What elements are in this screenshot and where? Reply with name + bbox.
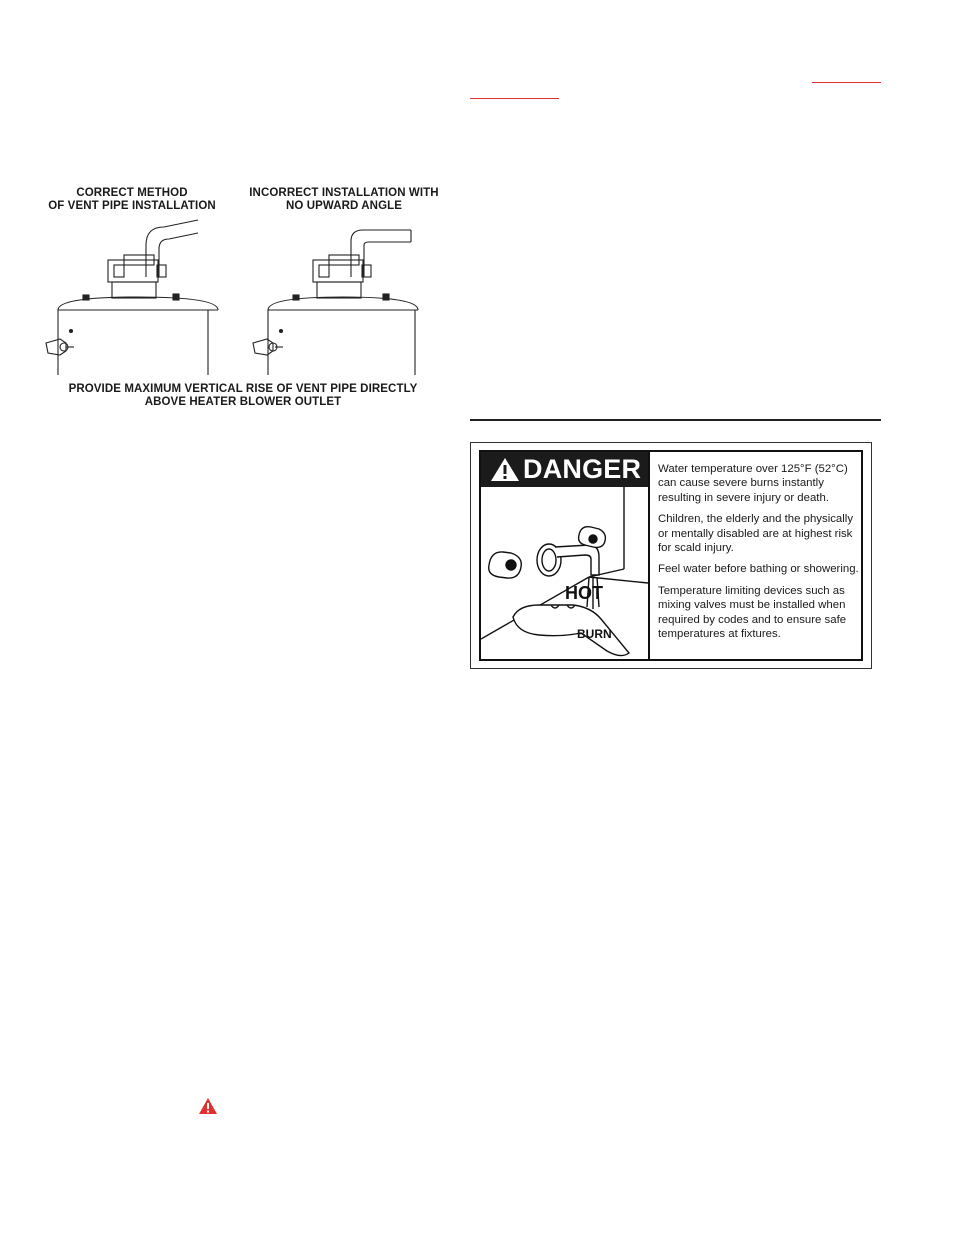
danger-message (658, 462, 860, 648)
figure-caption-incorrect (244, 187, 444, 213)
warning-triangle-icon (198, 1097, 218, 1115)
warning-triangle-icon (490, 457, 520, 482)
figure-caption-correct (40, 187, 224, 213)
danger-paragraph: Water temperature over 125°F (52°C) can cause severe burns instantly resulting in severe injury or death. (658, 463, 848, 504)
scald-hazard-pictogram (481, 487, 648, 659)
danger-paragraph: Temperature limiting devices such as mixing valves must be installed when required by codes and to ensure safe temperatures at fixtures. (658, 584, 847, 641)
section-divider (470, 419, 881, 421)
danger-paragraph: Children, the elderly and the physically or mentally disabled are at highest risk for scald injury. (658, 513, 854, 555)
water-heater-incorrect-illustration (243, 215, 443, 375)
danger-header (481, 452, 648, 487)
burn-text: BURN (577, 627, 612, 641)
danger-divider (648, 452, 650, 659)
caption-correct-text: CORRECT METHOD OF VENT PIPE INSTALLATION (48, 187, 216, 212)
red-link-underline[interactable] (812, 82, 881, 83)
danger-title: DANGER (523, 454, 642, 484)
caption-incorrect-text: INCORRECT INSTALLATION WITH NO UPWARD ANGLE (249, 187, 439, 212)
figure-caption-bottom (56, 383, 430, 409)
water-heater-correct-illustration (38, 215, 238, 375)
danger-paragraph: Feel water before bathing or showering. (658, 563, 859, 576)
caption-bottom-text: PROVIDE MAXIMUM VERTICAL RISE OF VENT PIPE DIRECTLY ABOVE HEATER BLOWER OUTLET (68, 383, 418, 408)
hot-text: HOT (565, 583, 603, 603)
red-link-underline[interactable] (470, 98, 559, 99)
